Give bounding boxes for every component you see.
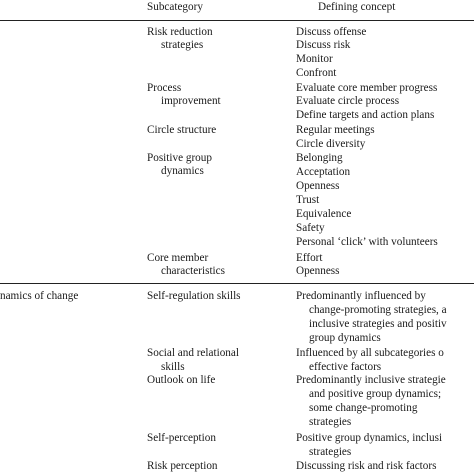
subcategory-label: skills [161,361,185,373]
concept-line: Discuss offense [296,26,367,38]
header-defining-concept: Defining concept [318,1,396,13]
concept-line: Evaluate core member progress [296,82,438,94]
concept-line: inclusive strategies and positiv [309,318,447,330]
concept-line: Confront [296,67,337,79]
concept-line: Acceptation [296,166,351,178]
concept-line: Monitor [296,53,333,65]
concept-line: Regular meetings [296,124,375,136]
subcategory-label: improvement [161,95,221,107]
concept-line: Safety [296,222,325,234]
subcategory-label: Positive group [147,152,212,164]
subcategory-label: Self-perception [147,432,216,444]
subcategory-label: Risk perception [147,460,218,472]
concept-line: Openness [296,265,340,277]
concept-line: Personal ‘click’ with volunteers [296,236,438,248]
subcategory-label: Circle structure [147,124,217,136]
header-subcategory: Subcategory [147,1,203,13]
subcategory-label: strategies [161,39,204,51]
concept-line: Openness [296,180,340,192]
concept-line: some change-promoting [309,402,418,414]
concept-line: Effort [296,252,323,264]
concept-line: Influenced by all subcategories o [296,347,444,359]
concept-line: group dynamics [309,332,381,344]
category-label: namics of change [0,290,79,302]
concept-line: Discussing risk and risk factors [296,460,437,472]
concept-line: Discuss risk [296,39,351,51]
subcategory-label: dynamics [161,165,204,177]
concept-line: change-promoting strategies, a [309,304,447,316]
concept-line: Predominantly influenced by [296,290,426,302]
subcategory-label: Core member [147,252,209,264]
concept-line: Predominantly inclusive strategie [296,374,446,386]
concept-line: Define targets and action plans [296,109,435,121]
concept-line: strategies [309,416,352,428]
concept-line: Evaluate circle process [296,95,400,107]
concept-line: effective factors [309,361,382,373]
header-bottom-rule [0,20,474,21]
concept-line: Trust [296,194,320,206]
concept-line: Belonging [296,152,343,164]
section-divider-rule [0,283,474,284]
subcategory-label: Risk reduction [147,26,213,38]
subcategory-label: Social and relational [147,347,239,359]
concept-line: strategies [309,446,352,458]
subcategory-label: characteristics [161,265,225,277]
concept-line: and positive group dynamics; [309,388,442,400]
concept-line: Positive group dynamics, inclusi [296,432,443,444]
subcategory-label: Self-regulation skills [147,290,241,302]
subcategory-label: Process [147,82,182,94]
concept-line: Equivalence [296,208,352,220]
subcategory-label: Outlook on life [147,374,216,386]
concept-line: Circle diversity [296,138,366,150]
